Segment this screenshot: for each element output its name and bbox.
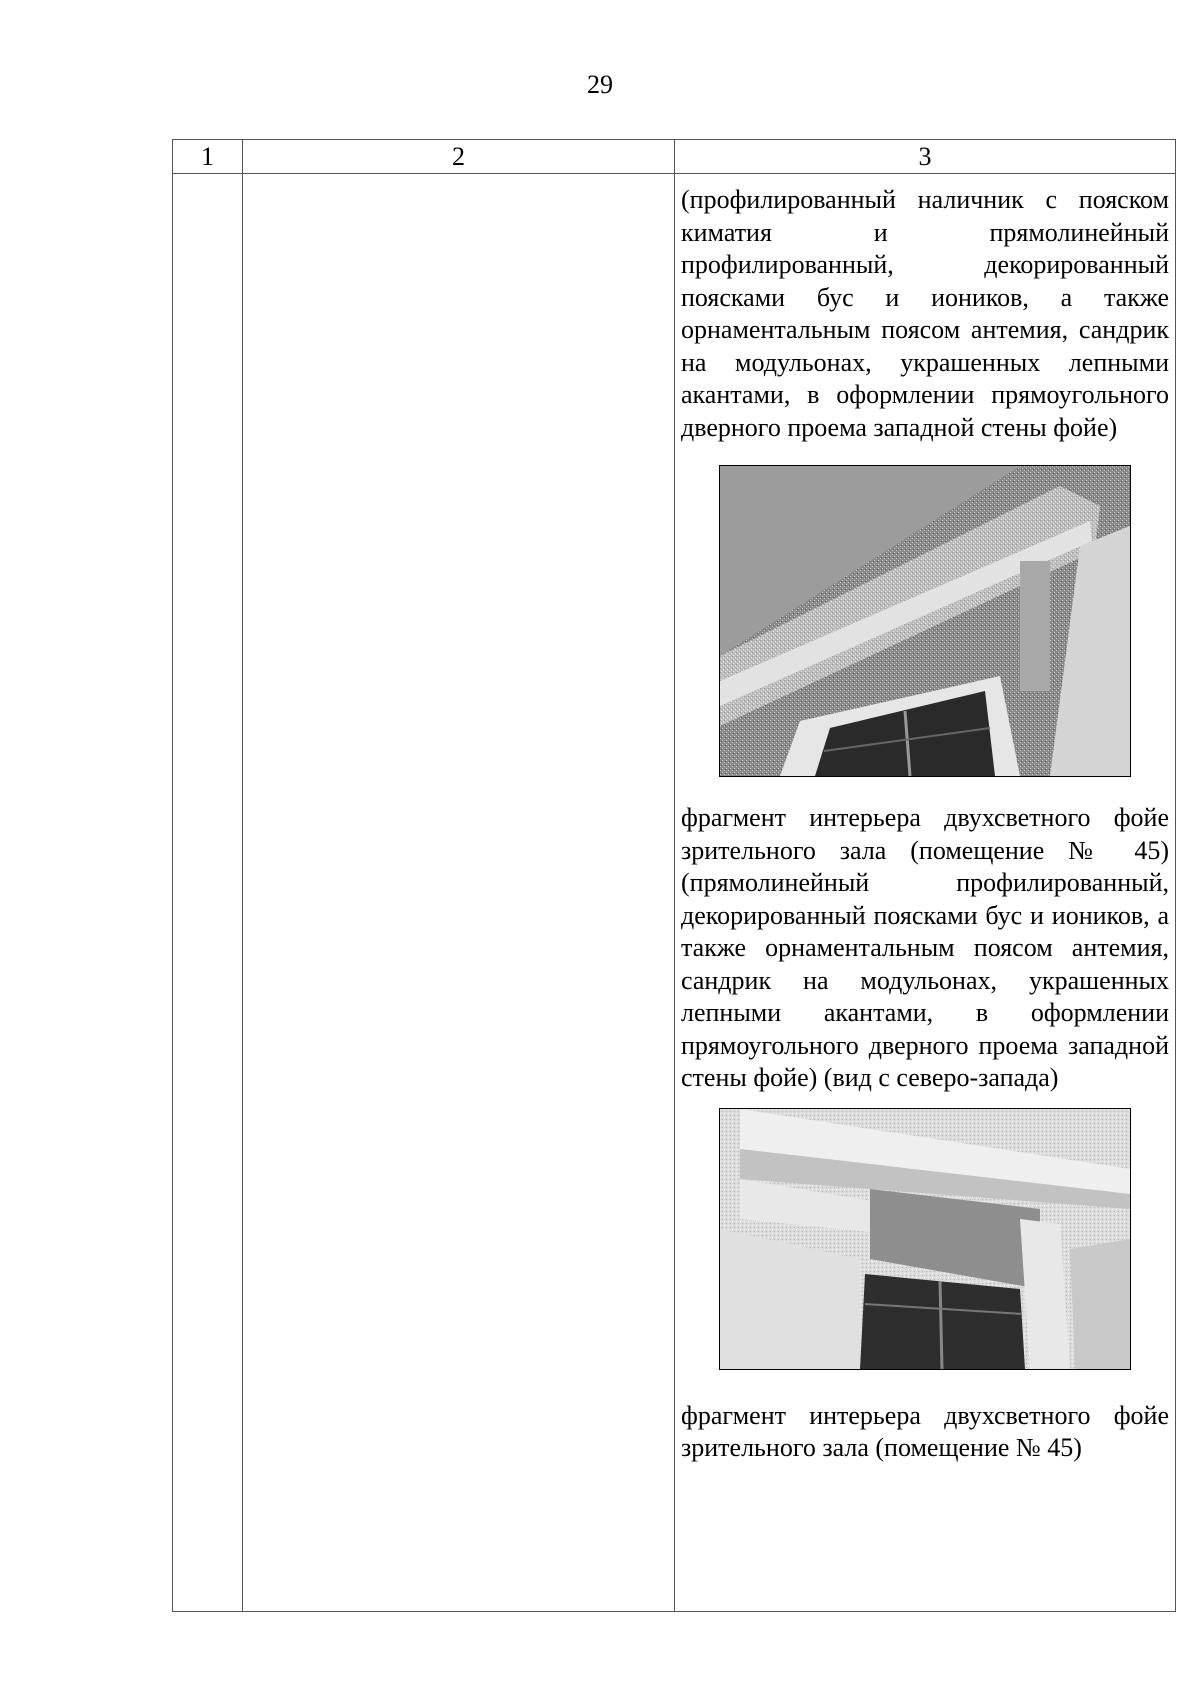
photo-door-pediment-2 (719, 1108, 1131, 1370)
header-col-1: 1 (173, 140, 243, 174)
table-header-row (173, 140, 1176, 174)
header-col-2: 2 (243, 140, 675, 174)
cell-col-1 (173, 174, 243, 1612)
page-number: 29 (587, 70, 613, 99)
photo-door-pediment-1 (719, 465, 1131, 777)
description-paragraph-3: фрагмент интерьера двухсветного фойе зрительного зала (помещение № 45) (681, 1400, 1169, 1462)
table-row (173, 174, 1176, 1612)
description-paragraph-2: фрагмент интерьера двухсветного фойе зрительного зала (помещение № 45) (прямолинейный профилированный, декорированный поясками бус и иоников, а также орнаментальным поясом антемия, сандрик на модульонах, украшенных лепными акантами, в оформлении прямоугольного дверного проема западной стены фойе) (вид с северо-запада) (681, 803, 1169, 1092)
cell-col-2 (243, 174, 675, 1612)
document-table (172, 139, 1176, 1612)
cell-col-3 (675, 174, 1176, 1612)
description-paragraph-1: (профилированный наличник с пояском киматия и прямолинейный профилированный, декорированный поясками бус и иоников, а также орнаментальным поясом антемия, сандрик на модульонах, украшенных лепными акантами, в оформлении прямоугольного дверного проема западной стены фойе) (681, 185, 1169, 442)
header-col-3: 3 (675, 140, 1176, 174)
